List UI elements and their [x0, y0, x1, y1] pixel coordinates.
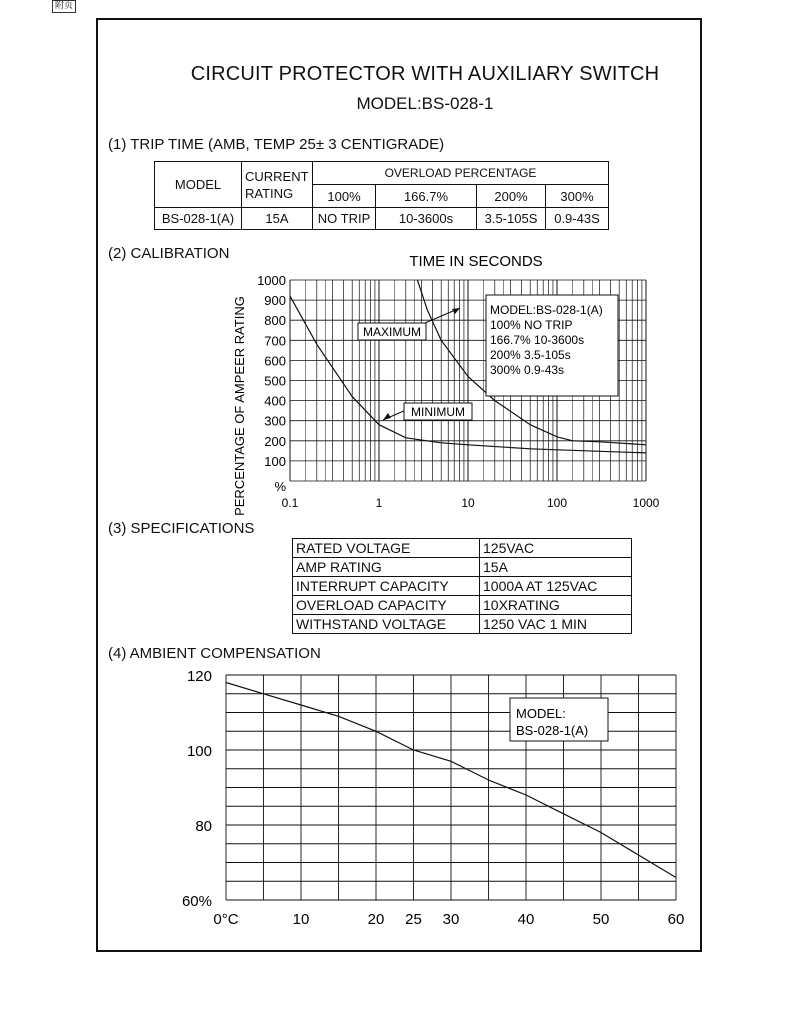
calibration-x-ticks: [282, 496, 660, 510]
ambient-y-tick-label: 60%: [181, 893, 212, 910]
calibration-x-tick-label: 0.1: [281, 496, 299, 510]
calibration-chart: [228, 248, 660, 516]
calibration-x-tick-label: 10: [461, 496, 475, 510]
calibration-y-tick-label: 100: [264, 453, 286, 469]
calibration-y-tick-label: 1000: [257, 273, 286, 288]
ambient-x-tick-label: 0°C: [213, 911, 239, 928]
ambient-x-tick-label: 60: [667, 911, 685, 928]
ambient-y-tick-label: 120: [186, 668, 212, 685]
specifications-table: [292, 538, 632, 634]
header-pct-166: 166.7%: [376, 185, 477, 208]
row-p166: 10-3600s: [376, 208, 477, 230]
row-p200: 3.5-105S: [477, 208, 546, 230]
section-specifications-heading: (3) SPECIFICATIONS: [108, 520, 255, 537]
spec-value: 10XRATING: [480, 596, 632, 615]
calibration-y-tick-label: 500: [264, 373, 286, 389]
calibration-y-ticks: [257, 273, 286, 494]
document-model: MODEL:BS-028-1: [356, 94, 494, 113]
spec-row: [293, 558, 632, 577]
ambient-x-ticks: [213, 911, 684, 928]
document-title: CIRCUIT PROTECTOR WITH AUXILIARY SWITCH: [190, 63, 660, 85]
calibration-x-tick-label: 1: [375, 496, 383, 510]
calibration-y-tick-label: 700: [264, 333, 286, 349]
header-model: MODEL: [155, 162, 242, 208]
spec-label: RATED VOLTAGE: [293, 539, 480, 558]
calibration-y-tick-label: 200: [264, 433, 286, 449]
calibration-x-title: TIME IN SECONDS: [409, 253, 543, 270]
spec-row: [293, 539, 632, 558]
row-p100: NO TRIP: [313, 208, 376, 230]
spec-value: 125VAC: [480, 539, 632, 558]
row-current: 15A: [242, 208, 313, 230]
spec-row: [293, 596, 632, 615]
header-current-rating: CURRENT RATING: [242, 162, 313, 208]
calibration-y-tick-label: 300: [264, 413, 286, 429]
calibration-y-tick-label: 900: [264, 293, 286, 309]
page-tag: 附页: [52, 0, 76, 13]
maximum-label: MAXIMUM: [363, 325, 421, 339]
ambient-chart: [178, 660, 690, 935]
calibration-y-tick-label: %: [274, 479, 286, 494]
header-overload-percentage: OVERLOAD PERCENTAGE: [313, 162, 609, 185]
ambient-y-tick-label: 80: [195, 818, 212, 835]
trip-time-table: [154, 161, 609, 230]
legend-line-300: 300% 0.9-43s: [490, 363, 565, 377]
header-pct-200: 200%: [477, 185, 546, 208]
spec-label: AMP RATING: [293, 558, 480, 577]
legend-line-100: 100% NO TRIP: [490, 318, 573, 332]
ambient-y-tick-label: 100: [186, 743, 212, 760]
ambient-x-tick-label: 25: [405, 911, 422, 928]
row-model: BS-028-1(A): [155, 208, 242, 230]
spec-label: WITHSTAND VOLTAGE: [293, 615, 480, 634]
minimum-arrowhead: [383, 413, 391, 420]
calibration-x-tick-label: 1000: [632, 496, 660, 510]
ambient-y-ticks: [182, 668, 212, 910]
calibration-y-tick-label: 800: [264, 313, 286, 329]
spec-row: [293, 577, 632, 596]
legend-line-166: 166.7% 10-3600s: [490, 333, 585, 347]
ambient-x-tick-label: 50: [592, 911, 610, 928]
legend-line-200: 200% 3.5-105s: [490, 348, 571, 362]
ambient-legend-line-1: MODEL:: [516, 706, 566, 721]
calibration-y-tick-label: 400: [264, 393, 286, 409]
spec-value: 1250 VAC 1 MIN: [480, 615, 632, 634]
ambient-legend-line-2: BS-028-1(A): [516, 723, 589, 738]
ambient-x-tick-label: 20: [367, 911, 385, 928]
spec-value: 1000A AT 125VAC: [480, 577, 632, 596]
minimum-label: MINIMUM: [411, 405, 465, 419]
section-calibration-heading: (2) CALIBRATION: [108, 245, 230, 262]
calibration-y-title: PERCENTAGE OF AMPEER RATING: [232, 296, 247, 516]
header-pct-100: 100%: [313, 185, 376, 208]
maximum-arrowhead: [452, 308, 460, 314]
section-trip-time-heading: (1) TRIP TIME (AMB, TEMP 25± 3 CENTIGRADE): [108, 136, 445, 153]
calibration-x-tick-label: 100: [546, 496, 568, 510]
spec-label: INTERRUPT CAPACITY: [293, 577, 480, 596]
ambient-x-tick-label: 10: [292, 911, 310, 928]
spec-row: [293, 615, 632, 634]
header-pct-300: 300%: [546, 185, 609, 208]
section-ambient-heading: (4) AMBIENT COMPENSATION: [108, 645, 321, 662]
legend-line-model: MODEL:BS-028-1(A): [490, 303, 603, 317]
calibration-y-tick-label: 600: [264, 353, 286, 369]
spec-label: OVERLOAD CAPACITY: [293, 596, 480, 615]
ambient-x-tick-label: 40: [517, 911, 535, 928]
ambient-x-tick-label: 30: [442, 911, 460, 928]
row-p300: 0.9-43S: [546, 208, 609, 230]
spec-value: 15A: [480, 558, 632, 577]
